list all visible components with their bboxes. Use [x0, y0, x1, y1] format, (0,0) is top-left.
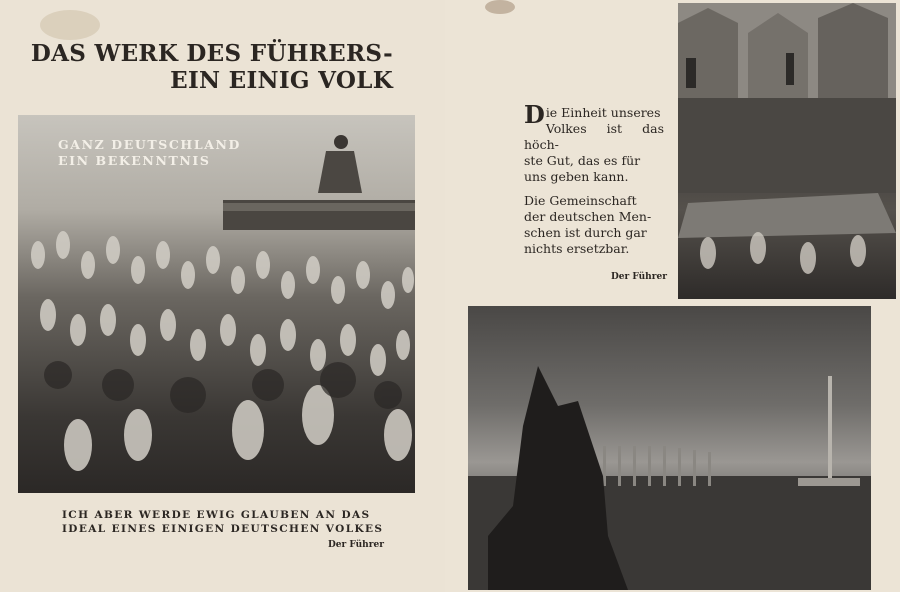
- right-quote-line: ste Gut, das es für: [524, 153, 641, 168]
- dropcap-letter: D: [524, 100, 545, 129]
- page-title: [31, 40, 393, 94]
- photo-caption-line-1: GANZ DEUTSCHLAND: [58, 137, 241, 152]
- right-quote-line: Die Gemeinschaft: [524, 193, 637, 208]
- figure-head: [334, 135, 348, 149]
- right-quote-line: schen ist durch gar: [524, 225, 647, 240]
- platform-garland: [223, 203, 415, 211]
- raised-hands: [31, 231, 414, 471]
- car-shape: [678, 193, 896, 238]
- photo-caption-line-2: EIN BEKENNTNIS: [58, 153, 211, 168]
- rally-photo-art: [468, 306, 871, 590]
- tribune-shape: [798, 478, 860, 486]
- left-quote-line-1: ICH ABER WERDE EWIG GLAUBEN AN DAS: [62, 509, 371, 521]
- right-quote-line: uns geben kann.: [524, 169, 629, 184]
- crowd-shape: [678, 98, 896, 193]
- raised-hands: [700, 232, 866, 274]
- left-quote-attribution: Der Führer: [328, 540, 384, 550]
- paper-stain: [40, 10, 100, 40]
- right-quote-line: Volkes ist das höch-: [524, 121, 664, 152]
- title-line-2: EIN EINIG VOLK: [170, 67, 393, 94]
- night-rally-statue-photo: [468, 306, 871, 590]
- title-line-1: DAS WERK DES FÜHRERS-: [30, 40, 393, 67]
- right-quote-paragraph-1: [524, 100, 664, 185]
- right-quote-paragraph-2: [524, 193, 664, 257]
- town-square-photo-art: [678, 3, 896, 299]
- left-quote: [62, 508, 383, 536]
- paper-stain: [485, 0, 515, 14]
- left-page: [0, 0, 446, 592]
- photo-caption: [58, 137, 241, 169]
- town-square-rally-photo: [678, 3, 896, 299]
- flagpole: [828, 376, 832, 481]
- figure-body: [318, 151, 362, 193]
- right-quote-line: der deutschen Men-: [524, 209, 652, 224]
- left-quote-line-2: IDEAL EINES EINIGEN DEUTSCHEN VOLKES: [62, 523, 384, 535]
- right-quote-line: ie Einheit unseres: [545, 105, 661, 120]
- right-quote: [524, 100, 664, 265]
- right-quote-attribution: Der Führer: [611, 272, 667, 282]
- crowd-saluting-photo: [18, 115, 415, 493]
- crowd-photo-art: [18, 115, 415, 493]
- crowd-heads: [44, 361, 402, 413]
- right-quote-line: nichts ersetzbar.: [524, 241, 630, 256]
